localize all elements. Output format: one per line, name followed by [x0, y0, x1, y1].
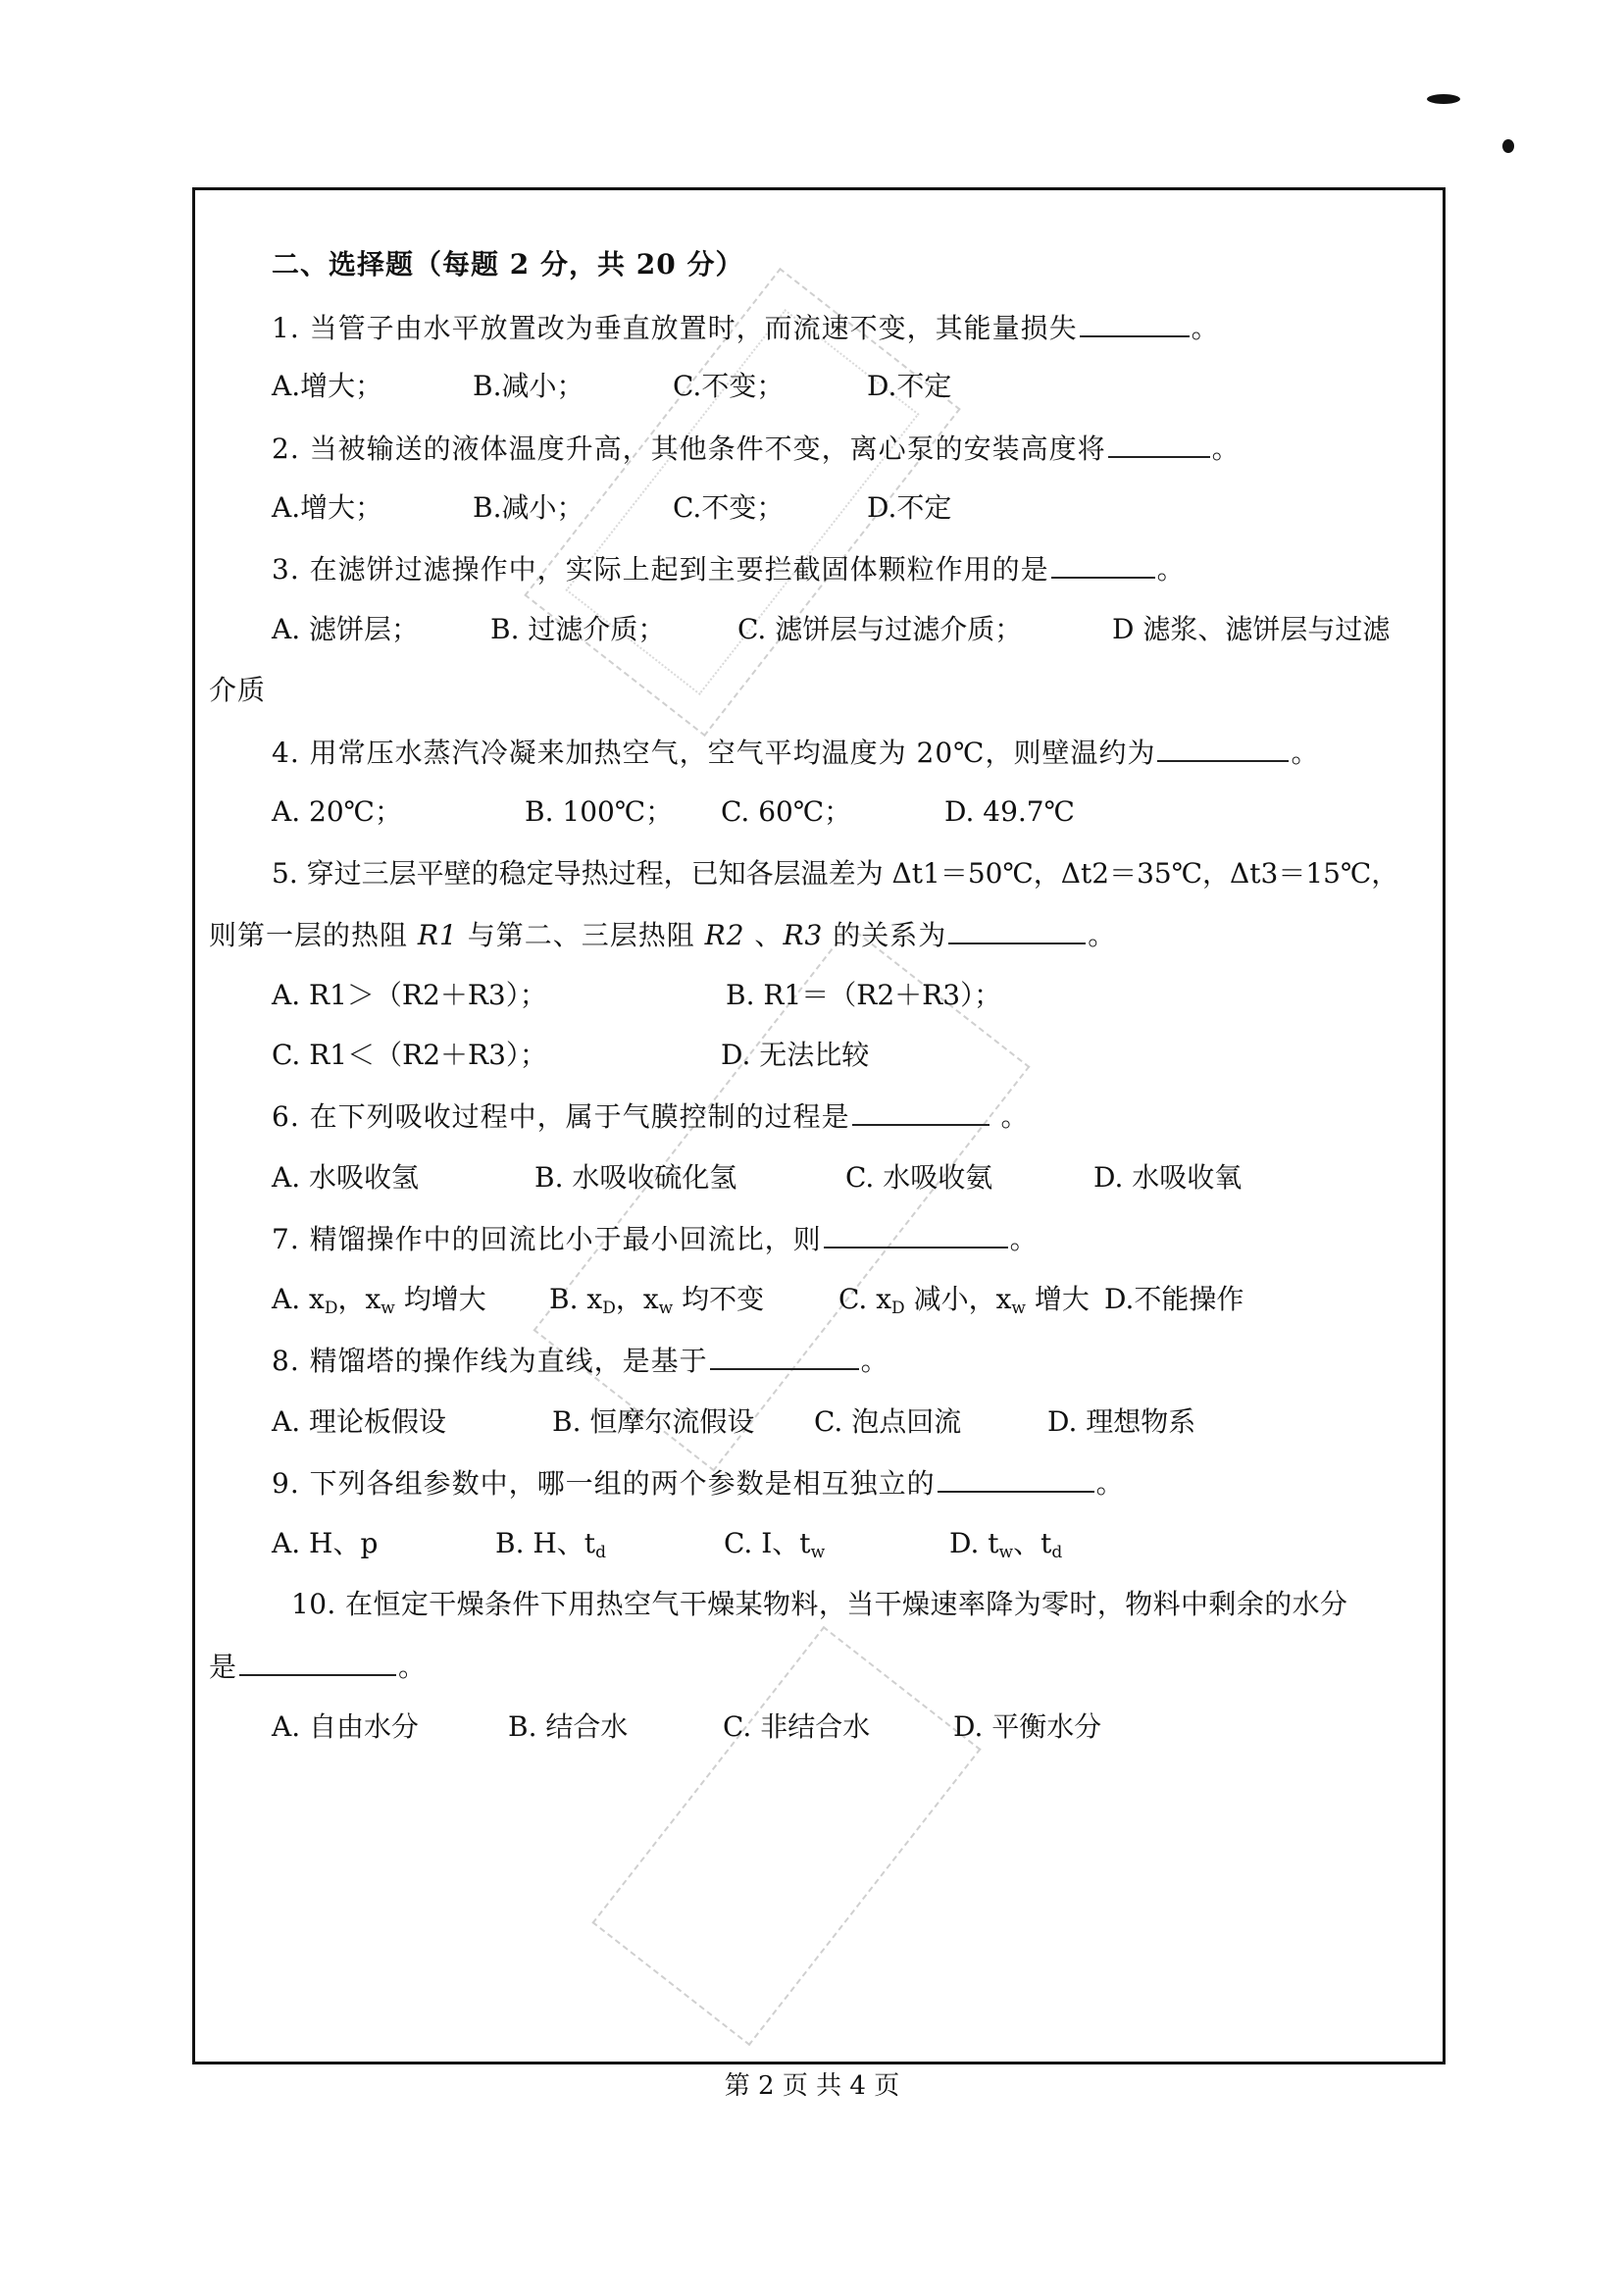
- option-a[interactable]: A. 20℃；: [272, 795, 402, 828]
- question-9: 9. 下列各组参数中，哪一组的两个参数是相互独立的 。: [272, 1467, 1125, 1500]
- option-d[interactable]: D. 理想物系: [1047, 1405, 1196, 1438]
- question-6: 6. 在下列吸收过程中，属于气膜控制的过程是 。: [272, 1100, 1030, 1133]
- option-b[interactable]: B.减小；: [473, 370, 584, 402]
- option-c[interactable]: C. $x_D$ 减小，$x_w$ 增大: [838, 1283, 1090, 1318]
- question-7: 7. 精馏操作中的回流比小于最小回流比，则 。: [272, 1223, 1039, 1255]
- question-stem: 6. 在下列吸收过程中，属于气膜控制的过程是: [272, 1100, 850, 1133]
- question-5-continuation: 则第一层的热阻 R1 与第二、三层热阻 R2 、R3 的关系为 。: [209, 919, 1117, 951]
- question-stem: 3. 在滤饼过滤操作中，实际上起到主要拦截固体颗粒作用的是: [272, 553, 1049, 586]
- question-stem: 7. 精馏操作中的回流比小于最小回流比，则: [272, 1223, 822, 1255]
- delta-t3: Δt3＝15℃，: [1230, 857, 1399, 890]
- question-10: 10. 在恒定干燥条件下用热空气干燥某物料，当干燥速率降为零时，物料中剩余的水分: [291, 1588, 1348, 1620]
- option-b[interactable]: B. 100℃；: [525, 795, 674, 828]
- question-10-continuation: 是 。: [209, 1651, 428, 1683]
- question-3: 3. 在滤饼过滤操作中，实际上起到主要拦截固体颗粒作用的是 。: [272, 553, 1186, 586]
- answer-blank[interactable]: [1080, 310, 1190, 337]
- question-2: 2. 当被输送的液体温度升高，其他条件不变，离心泵的安装高度将 。: [272, 433, 1241, 465]
- option-b[interactable]: B. 结合水: [508, 1710, 629, 1743]
- option-c[interactable]: C. 滤饼层与过滤介质；: [737, 613, 1023, 645]
- answer-blank[interactable]: [1157, 735, 1289, 762]
- answer-blank[interactable]: [239, 1649, 396, 1676]
- option-d[interactable]: D 滤浆、滤饼层与过滤: [1112, 613, 1391, 645]
- section-title: 二、选择题（每题 2 分，共 20 分）: [272, 248, 744, 280]
- option-b[interactable]: B. H、$t_d$: [495, 1527, 606, 1562]
- option-b[interactable]: B.减小；: [473, 491, 584, 524]
- answer-blank[interactable]: [824, 1221, 1008, 1248]
- option-a[interactable]: A. 滤饼层；: [272, 613, 420, 645]
- question-5: [272, 856, 1398, 892]
- option-a[interactable]: A.增大；: [272, 491, 383, 524]
- option-a[interactable]: A. 水吸收氢: [272, 1161, 420, 1194]
- option-a[interactable]: A. $x_D$，$x_w$ 均增大: [272, 1283, 486, 1318]
- option-c[interactable]: C. 泡点回流: [814, 1405, 962, 1438]
- question-1: 1. 当管子由水平放置改为垂直放置时，而流速不变，其能量损失 。: [272, 312, 1220, 344]
- delta-t2: Δt2＝35℃，: [1060, 857, 1231, 890]
- option-d[interactable]: D.不能操作: [1104, 1283, 1244, 1315]
- question-8: 8. 精馏塔的操作线为直线，是基于 。: [272, 1345, 889, 1377]
- option-a[interactable]: A. 自由水分: [272, 1710, 420, 1743]
- option-a[interactable]: A.增大；: [272, 370, 383, 402]
- question-stem: 5. 穿过三层平壁的稳定导热过程，已知各层温差为: [272, 857, 892, 890]
- question-stem: 9. 下列各组参数中，哪一组的两个参数是相互独立的: [272, 1467, 936, 1500]
- option-c[interactable]: C. 60℃；: [721, 795, 852, 828]
- scan-speck: [1502, 139, 1514, 153]
- option-b[interactable]: B. R1＝（R2＋R3）；: [726, 979, 1002, 1011]
- option-d[interactable]: D. $t_w$、$t_d$: [949, 1527, 1063, 1562]
- option-a[interactable]: A. 理论板假设: [272, 1405, 447, 1438]
- option-d[interactable]: D. 无法比较: [721, 1039, 870, 1071]
- option-d[interactable]: D. 49.7℃: [944, 795, 1075, 828]
- option-c[interactable]: C. R1＜（R2＋R3）；: [272, 1039, 547, 1071]
- answer-blank[interactable]: [1108, 431, 1210, 458]
- answer-blank[interactable]: [1051, 551, 1155, 579]
- option-c[interactable]: C. I、$t_w$: [724, 1527, 826, 1562]
- option-c[interactable]: C.不变；: [673, 491, 785, 524]
- question-stem: 1. 当管子由水平放置改为垂直放置时，而流速不变，其能量损失: [272, 312, 1078, 344]
- option-d[interactable]: D.不定: [867, 370, 952, 402]
- answer-blank[interactable]: [852, 1098, 990, 1126]
- answer-blank[interactable]: [710, 1343, 859, 1370]
- answer-blank[interactable]: [938, 1465, 1094, 1493]
- option-a[interactable]: A. H、p: [272, 1527, 379, 1559]
- option-d-continuation: 介质: [209, 674, 267, 706]
- option-c[interactable]: C. 非结合水: [723, 1710, 871, 1743]
- page-number: 第 2 页 共 4 页: [724, 2071, 900, 2101]
- question-4: 4. 用常压水蒸汽冷凝来加热空气，空气平均温度为 20℃，则壁温约为 。: [272, 737, 1320, 769]
- question-stem: 2. 当被输送的液体温度升高，其他条件不变，离心泵的安装高度将: [272, 433, 1106, 465]
- option-c[interactable]: C. 水吸收氨: [845, 1161, 993, 1194]
- question-stem: 4. 用常压水蒸汽冷凝来加热空气，空气平均温度为 20℃，则壁温约为: [272, 737, 1156, 769]
- option-c[interactable]: C.不变；: [673, 370, 785, 402]
- option-a[interactable]: A. R1＞（R2＋R3）；: [272, 979, 547, 1011]
- option-d[interactable]: D.不定: [867, 491, 952, 524]
- option-b[interactable]: B. 恒摩尔流假设: [552, 1405, 755, 1438]
- option-d[interactable]: D. 水吸收氧: [1093, 1161, 1243, 1194]
- option-b[interactable]: B. 过滤介质；: [490, 613, 666, 645]
- option-d[interactable]: D. 平衡水分: [953, 1710, 1102, 1743]
- answer-blank[interactable]: [948, 917, 1086, 944]
- scan-speck: [1427, 94, 1460, 104]
- question-stem: 8. 精馏塔的操作线为直线，是基于: [272, 1345, 708, 1377]
- delta-t1: Δt1＝50℃，: [891, 857, 1061, 890]
- option-b[interactable]: B. $x_D$，$x_w$ 均不变: [549, 1283, 765, 1318]
- option-b[interactable]: B. 水吸收硫化氢: [534, 1161, 737, 1194]
